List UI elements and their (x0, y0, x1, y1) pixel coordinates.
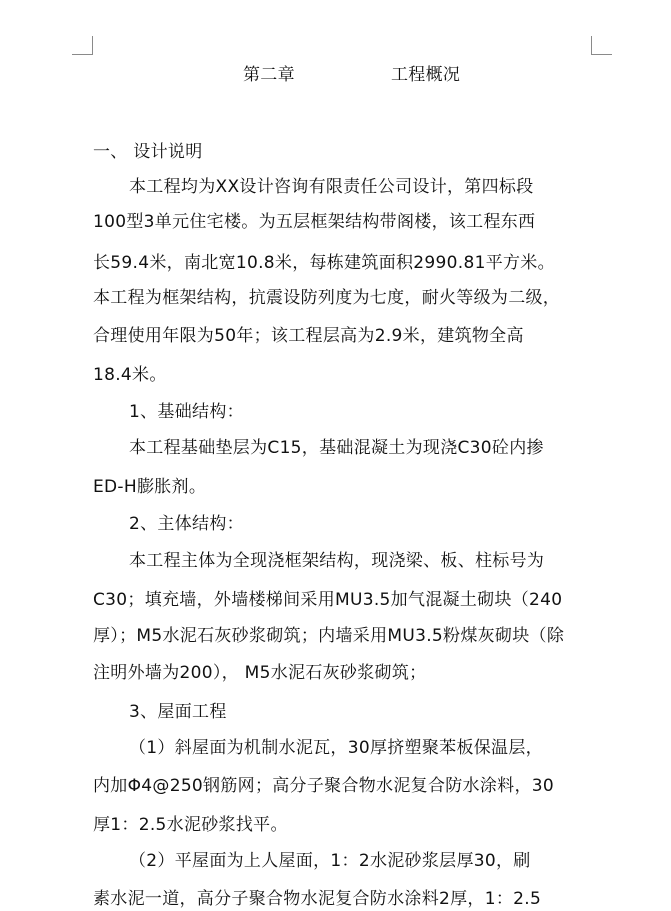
paragraph-3-line: 注明外墙为200）， M5水泥石灰砂浆砌筑； (93, 663, 427, 683)
paragraph-1-line: 100型3单元住宅楼。为五层框架结构带阁楼，该工程东西 (93, 212, 536, 232)
paragraph-3-line: 本工程主体为全现浇框架结构，现浇梁、板、柱标号为 (129, 551, 545, 571)
subheading-foundation: 1、基础结构： (129, 402, 244, 422)
paragraph-3-line: 厚）；M5水泥石灰砂浆砌筑；内墙采用MU3.5粉煤灰砌块（除 (93, 626, 565, 646)
section-heading: 一、 设计说明 (93, 142, 203, 162)
paragraph-1-line: 18.4米。 (93, 365, 167, 385)
paragraph-5-line: 素水泥一道，高分子聚合物水泥复合防水涂料2厚，1：2.5 (93, 889, 542, 909)
subheading-roof: 3、屋面工程 (129, 702, 227, 722)
paragraph-3-line: C30；填充墙，外墙楼梯间采用MU3.5加气混凝土砌块（240 (93, 590, 563, 610)
paragraph-4-line: 厚1：2.5水泥砂浆找平。 (93, 815, 288, 835)
paragraph-1-line: 本工程均为XX设计咨询有限责任公司设计，第四标段 (129, 177, 534, 197)
subheading-main-structure: 2、主体结构： (129, 514, 244, 534)
paragraph-4-line: （1）斜屋面为机制水泥瓦，30厚挤塑聚苯板保温层， (129, 738, 543, 758)
paragraph-4-line: 内加Φ4@250钢筋网；高分子聚合物水泥复合防水涂料，30 (93, 776, 554, 796)
paragraph-2-line: 本工程基础垫层为C15，基础混凝土为现浇C30砼内掺 (129, 438, 544, 458)
chapter-name: 工程概况 (391, 65, 461, 85)
chapter-number: 第二章 (243, 65, 295, 85)
crop-mark-top-right (591, 36, 612, 55)
crop-mark-top-left (72, 36, 93, 55)
paragraph-2-line: ED-H膨胀剂。 (93, 477, 207, 497)
paragraph-1-line: 本工程为框架结构，抗震设防列度为七度，耐火等级为二级， (93, 288, 561, 308)
paragraph-5-line: （2）平屋面为上人屋面，1：2水泥砂浆层厚30，刷 (129, 851, 531, 871)
paragraph-1-line: 合理使用年限为50年；该工程层高为2.9米，建筑物全高 (93, 326, 524, 346)
paragraph-1-line: 长59.4米，南北宽10.8米，每栋建筑面积2990.81平方米。 (93, 253, 555, 273)
